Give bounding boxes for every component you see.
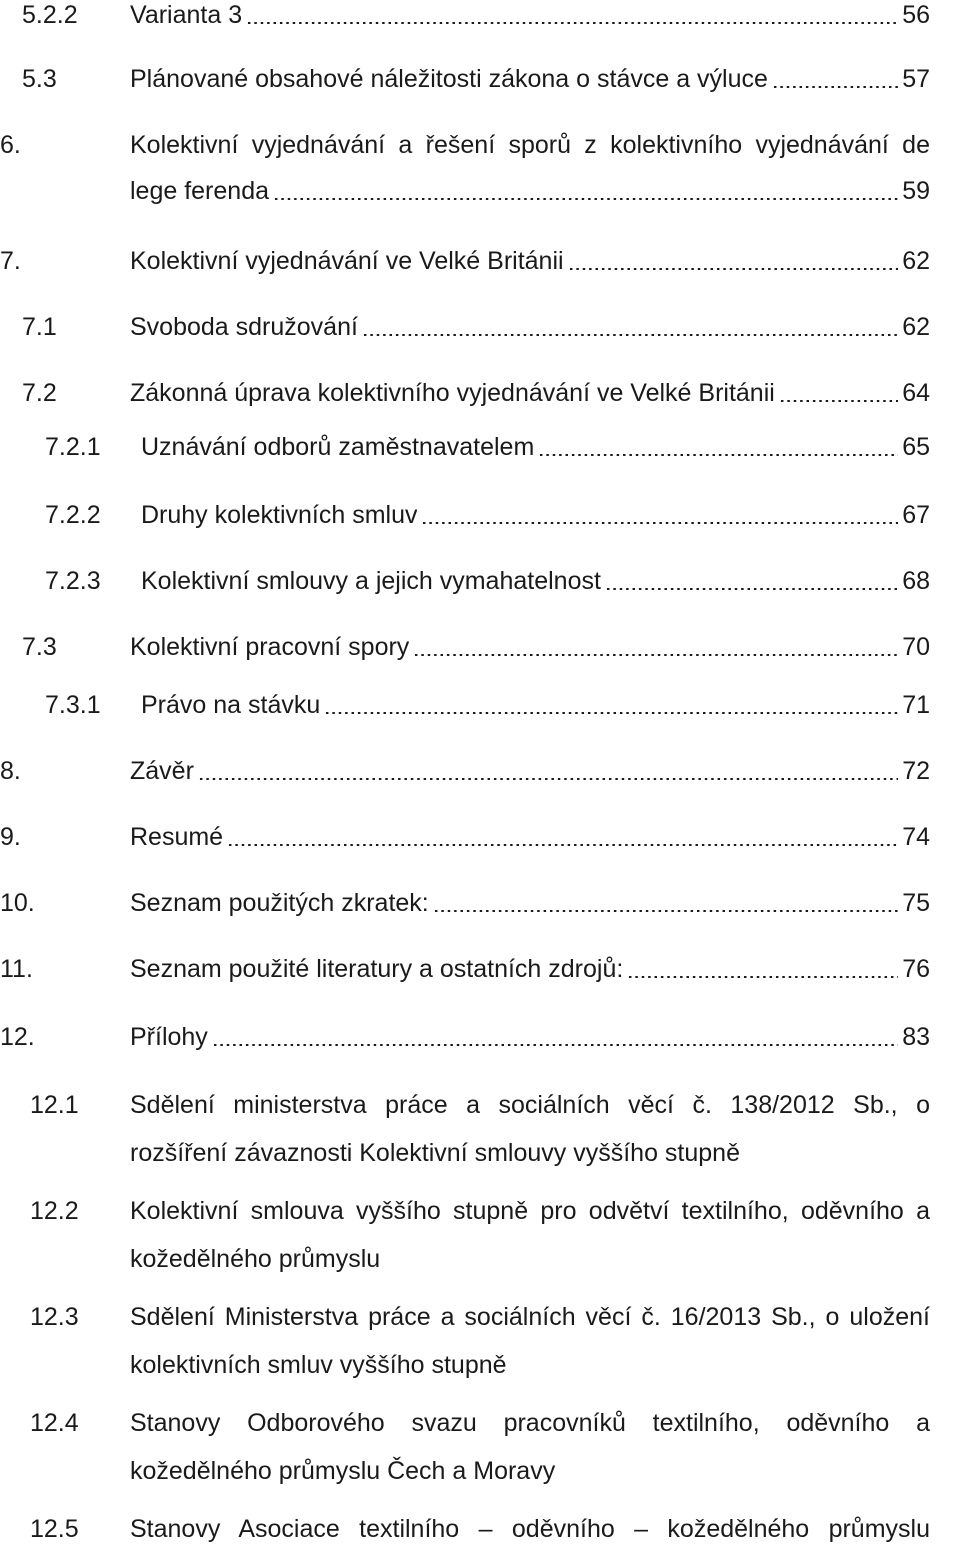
toc-entry[interactable] [0,752,930,788]
toc-entry-continuation[interactable] [130,1240,380,1276]
toc-entry-page: 62 [902,247,930,275]
toc-entry-number: 9. [0,823,21,851]
dot-leader [627,976,898,978]
toc-entry[interactable] [0,950,930,986]
toc-entry-number: 7.2.1 [45,433,101,461]
toc-entry-number: 7.1 [22,313,57,341]
dot-leader [227,844,898,846]
toc-entry-number: 7.3.1 [45,691,101,719]
dot-leader [421,522,898,524]
toc-entry-number: 7.3 [22,633,57,661]
toc-entry-number: 5.3 [22,65,57,93]
dot-leader [538,454,898,456]
dot-leader [568,268,899,270]
toc-entry-title: Sdělení ministerstva práce a sociálních věcí č. 138/2012 Sb., o [130,1091,930,1119]
toc-entry-number: 6. [0,131,21,159]
toc-entry-number: 12.3 [30,1303,79,1331]
toc-entry-title-continued: kožedělného průmyslu [130,1245,381,1273]
toc-entry-page: 71 [902,691,930,719]
toc-entry-number: 7. [0,247,21,275]
toc-entry[interactable] [22,374,930,410]
toc-entry[interactable] [45,686,930,722]
toc-entry-title: Svoboda sdružování [130,313,358,341]
dot-leader [772,86,898,88]
toc-entry-page: 70 [902,633,930,661]
toc-entry[interactable] [0,242,930,278]
toc-entry-title: Uznávání odborů zaměstnavatelem [141,433,535,461]
toc-entry[interactable] [22,60,930,96]
toc-entry-title: Kolektivní pracovní spory [130,633,410,661]
toc-entry-page: 57 [902,65,930,93]
dot-leader [362,334,898,336]
dot-leader [413,654,898,656]
toc-entry-title: Stanovy Asociace textilního – oděvního – kožedělného průmyslu [130,1515,930,1543]
toc-entry-page: 64 [902,379,930,407]
toc-entry-number: 12. [0,1023,35,1051]
toc-entry-page: 56 [902,1,930,29]
toc-entry-title-continued: rozšíření závaznosti Kolektivní smlouvy vyššího stupně [130,1139,740,1167]
toc-entry-number: 12.5 [30,1515,79,1543]
toc-entry-page: 74 [902,823,930,851]
toc-entry[interactable] [45,428,930,464]
toc-entry-continuation[interactable] [130,1452,555,1488]
toc-entry-page: 67 [902,501,930,529]
toc-entry[interactable] [30,1298,930,1334]
dot-leader [273,198,898,200]
toc-entry[interactable] [0,884,930,920]
toc-entry-title: Kolektivní smlouva vyššího stupně pro odvětví textilního, oděvního a [130,1197,930,1225]
toc-entry-title: Resumé [130,823,224,851]
toc-entry[interactable] [30,1404,930,1440]
toc-entry[interactable] [30,1192,930,1228]
toc-entry-title: Přílohy [130,1023,208,1051]
toc-entry-number: 8. [0,757,21,785]
toc-entry-title: Stanovy Odborového svazu pracovníků textilního, oděvního a [130,1409,930,1437]
toc-entry[interactable] [22,628,930,664]
toc-entry-number: 7.2 [22,379,57,407]
toc-entry[interactable] [0,1018,930,1054]
dot-leader [246,22,898,24]
toc-entry-page: 68 [902,567,930,595]
toc-entry[interactable] [45,562,930,598]
toc-entry-page: 72 [902,757,930,785]
dot-leader [433,910,898,912]
toc-entry-page: 75 [902,889,930,917]
toc-entry-number: 10. [0,889,35,917]
toc-entry-title: Kolektivní vyjednávání a řešení sporů z kolektivního vyjednávání de [130,131,930,159]
dot-leader [212,1044,898,1046]
toc-entry-title: Kolektivní smlouvy a jejich vymahatelnost [141,567,601,595]
toc-entry-number: 12.1 [30,1091,79,1119]
toc-entry-title: Seznam použité literatury a ostatních zdrojů: [130,955,624,983]
toc-entry-title: Právo na stávku [141,691,321,719]
toc-entry-page: 76 [902,955,930,983]
toc-entry-page: 59 [902,177,930,205]
dot-leader [324,712,898,714]
toc-entry-number: 7.2.2 [45,501,101,529]
toc-entry-title: Plánované obsahové náležitosti zákona o stávce a výluce [130,65,768,93]
toc-entry-title: Druhy kolektivních smluv [141,501,418,529]
toc-entry-title: Závěr [130,757,194,785]
toc-entry[interactable] [30,1510,930,1546]
dot-leader [605,588,898,590]
toc-entry[interactable] [22,308,930,344]
dot-leader [779,400,898,402]
toc-entry-page: 83 [902,1023,930,1051]
toc-entry-title: Zákonná úprava kolektivního vyjednávání ve Velké Británii [130,379,775,407]
toc-entry-page: 62 [902,313,930,341]
toc-entry-continuation[interactable] [130,172,930,208]
toc-entry-number: 12.4 [30,1409,79,1437]
toc-entry-continuation[interactable] [130,1346,507,1382]
toc-entry[interactable] [0,126,930,162]
toc-entry-title: Sdělení Ministerstva práce a sociálních věcí č. 16/2013 Sb., o uložení [130,1303,930,1331]
toc-entry-number: 11. [0,955,33,983]
toc-entry-title: Varianta 3 [130,1,243,29]
dot-leader [198,778,898,780]
toc-entry[interactable] [45,496,930,532]
toc-entry-title-continued: kolektivních smluv vyššího stupně [130,1351,507,1379]
toc-entry-continuation[interactable] [130,1134,740,1170]
toc-entry-title-continued: kožedělného průmyslu Čech a Moravy [130,1457,556,1485]
toc-entry[interactable] [22,0,930,32]
toc-entry-title-continued: lege ferenda [130,177,270,205]
toc-entry-page: 65 [902,433,930,461]
toc-entry-number: 7.2.3 [45,567,101,595]
toc-entry[interactable] [30,1086,930,1122]
toc-entry-title: Kolektivní vyjednávání ve Velké Británii [130,247,564,275]
toc-entry[interactable] [0,818,930,854]
toc-entry-number: 5.2.2 [22,1,78,29]
toc-entry-title: Seznam použitých zkratek: [130,889,429,917]
toc-entry-number: 12.2 [30,1197,79,1225]
